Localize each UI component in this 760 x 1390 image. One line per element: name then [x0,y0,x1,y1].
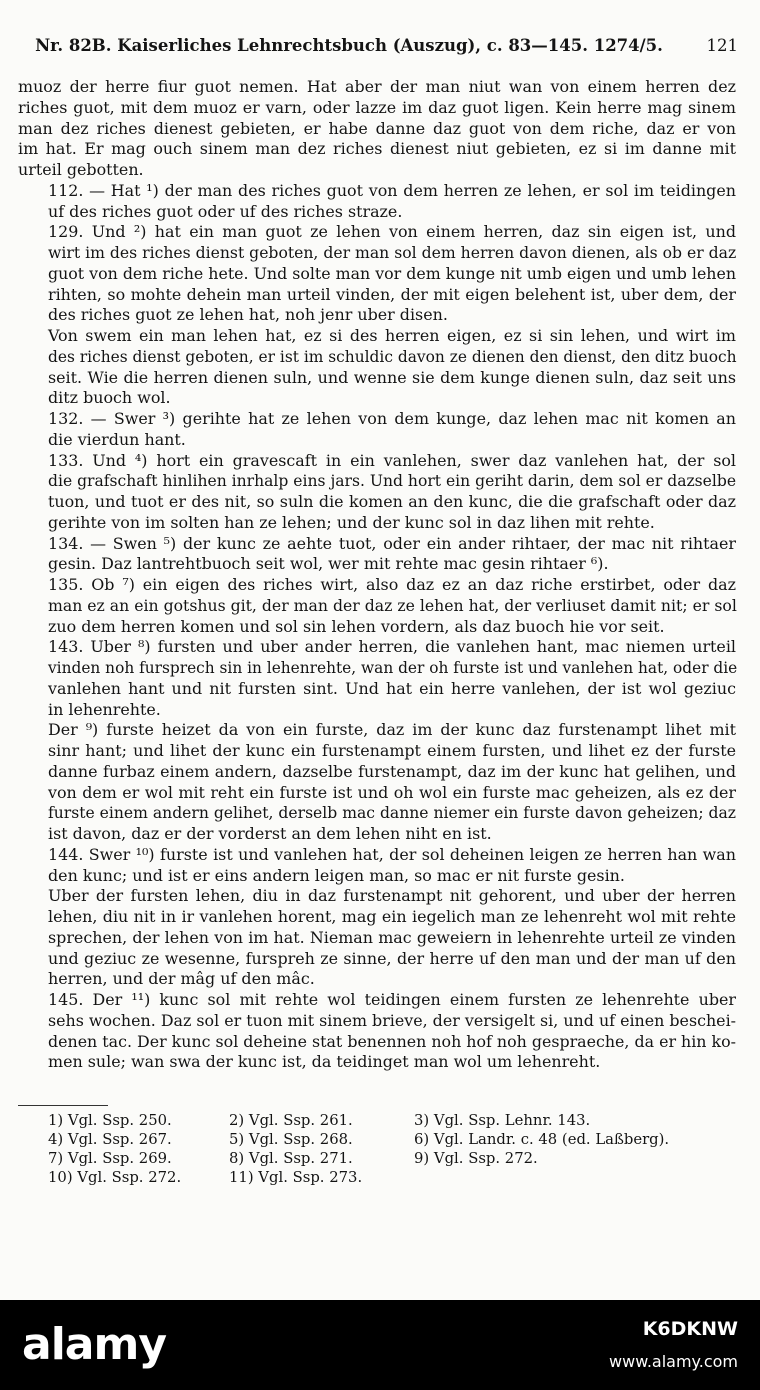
text-line: muoz der herre fiur guot nemen. Hat aber der man niut wan von einem herren dez [18,77,736,96]
text-line: 145. Der ¹¹) kunc sol mit rehte wol teidingen einem fursten ze lehenrehte uber [48,990,736,1009]
text-line: sinr hant; und lihet der kunc ein furstenampt einem fursten, und lihet ez der furste [48,741,736,760]
text-line: im hat. Er mag ouch sinem man dez riches dienest niut gebieten, ez si im danne mit [18,139,736,159]
text-line: denen tac. Der kunc sol deheine stat benennen noh hof noh gespraeche, da er hin ko- [48,1031,736,1051]
text-line: seit. Wie die herren dienen suln, und wenne sie dem kunge dienen suln, daz seit uns [48,367,736,387]
page-number: 121 [706,36,738,55]
text-line: man dez riches dienest gebieten, er habe danne daz guot von dem riche, daz er von [18,118,736,138]
footnote: 5) Vgl. Ssp. 268. [229,1131,353,1148]
text-line: des riches guot ze lehen hat, noh jenr uber disen. [48,305,448,325]
text-line: vanlehen hant und nit fursten sint. Und hat ein herre vanlehen, der ist wol geziuc [48,678,736,698]
footnote: 11) Vgl. Ssp. 273. [229,1169,363,1186]
text-line: lehen, diu nit in ir vanlehen horent, mag ein iegelich man ze lehenreht wol mit rehte [48,907,736,926]
watermark-band [0,1300,760,1390]
footnote: 1) Vgl. Ssp. 250. [48,1112,172,1129]
text-line: 143. Uber ⁸) fursten und uber ander herren, die vanlehen hant, mac niemen urteil [48,637,736,657]
header-title: Nr. 82B. Kaiserliches Lehnrechtsbuch (Auszug), c. 83—145. 1274/5. [35,36,663,55]
footnote: 10) Vgl. Ssp. 272. [48,1169,182,1186]
footnote: 7) Vgl. Ssp. 269. [48,1150,172,1167]
text-line: des riches dienst geboten, er ist im schuldic davon ze dienen den dienst, den ditz buoch [48,347,737,366]
footnote: 4) Vgl. Ssp. 267. [48,1131,172,1148]
text-line: danne furbaz einem andern, dazselbe furstenampt, daz im der kunc hat gelihen, und [48,761,736,781]
paragraph [18,990,736,1073]
text-line: sehs wochen. Daz sol er tuon mit sinem brieve, der versigelt si, und uf einen beschei- [48,1010,736,1030]
footnote-rule [18,1105,108,1106]
footnote: 6) Vgl. Landr. c. 48 (ed. Laßberg). [414,1131,670,1148]
text-line: vinden noh fursprech sin in lehenrehte, wan der oh furste ist und vanlehen hat, oder die [48,659,738,677]
paragraph [18,886,736,990]
text-line: furste einem andern gelihet, derselb mac danne niemer ein furste davon geheizen; daz [48,804,736,823]
watermark-logo: alamy [22,1319,166,1370]
text-line: ist davon, daz er der vorderst an dem lehen niht en ist. [48,824,492,843]
text-line: Der ⁹) furste heizet da von ein furste, daz im der kunc daz furstenampt lihet mit [48,720,736,740]
text-line: gesin. Daz lantrehtbuoch seit wol, wer mit rehte mac gesin rihtaer ⁶). [48,554,609,574]
footnote: 2) Vgl. Ssp. 261. [229,1112,353,1129]
text-line: rihten, so mohte dehein man urteil vinden, der mit eigen belehent ist, uber dem, der [48,284,736,304]
text-line: wirt im des riches dienst geboten, der man sol dem herren davon dienen, als ob er daz [48,243,737,262]
text-line: ditz buoch wol. [48,388,171,408]
text-line: 112. — Hat ¹) der man des riches guot von dem herren ze lehen, er sol im teidingen [48,180,736,200]
text-line: tuon, und tuot er des nit, so suln die komen an den kunc, die die grafschaft oder daz [48,492,736,511]
text-line: man ez an ein gotshus git, der man der daz ze lehen hat, der verliuset damit nit; er sol [48,595,737,615]
paragraph [18,534,736,576]
text-line: 129. Und ²) hat ein man guot ze lehen von einem herren, daz sin eigen ist, und [48,222,736,242]
paragraph [18,845,736,887]
footnote-row [48,1111,708,1130]
text-line: urteil gebotten. [18,160,144,179]
text-line: Von swem ein man lehen hat, ez si des herren eigen, ez si sin lehen, und wirt im [48,326,736,345]
text-line: guot von dem riche hete. Und solte man vor dem kunge nit umb eigen und umb lehen [48,263,736,283]
paragraph [18,181,736,223]
text-line: die vierdun hant. [48,429,186,449]
running-header [18,34,740,58]
text-line: von dem er wol mit reht ein furste ist und oh wol ein furste mac geheizen, als ez der [48,782,736,802]
footnotes [48,1111,708,1187]
paragraph [18,575,736,637]
footnote-row [48,1130,708,1149]
paragraph [18,637,736,720]
watermark-image-id: K6DKNW [642,1318,738,1340]
text-line: 144. Swer ¹⁰) furste ist und vanlehen hat, der sol deheinen leigen ze herren han wan [48,844,736,864]
paragraph [18,409,736,451]
footnote-row [48,1168,708,1187]
paragraph [18,222,736,326]
paragraph [18,451,736,534]
text-line: uf des riches guot oder uf des riches straze. [48,201,403,221]
text-line: Uber der fursten lehen, diu in daz furstenampt nit gehorent, und uber der herren [48,886,736,906]
footnote-row [48,1149,708,1168]
footnote: 9) Vgl. Ssp. 272. [414,1150,538,1167]
text-line: 132. — Swer ³) gerihte hat ze lehen von dem kunge, daz lehen mac nit komen an [48,409,736,428]
text-line: 133. Und ⁴) hort ein gravescaft in ein vanlehen, swer daz vanlehen hat, der sol [48,450,736,470]
body-text [18,77,736,1073]
text-line: 134. — Swen ⁵) der kunc ze aehte tuot, oder ein ander rihtaer, der mac nit rihtaer [48,533,736,553]
text-line: men sule; wan swa der kunc ist, da teidinget man wol um lehenreht. [48,1052,601,1072]
text-line: den kunc; und ist er eins andern leigen man, so mac er nit furste gesin. [48,865,625,885]
text-line: gerihte von im solten han ze lehen; und der kunc sol in daz lihen mit rehte. [48,512,655,532]
text-line: zuo dem herren komen und sol sin lehen vordern, als daz buoch hie vor seit. [48,616,665,636]
paragraph [18,77,736,181]
text-line: 135. Ob ⁷) ein eigen des riches wirt, also daz ez an daz riche erstirbet, oder daz [48,575,736,594]
text-line: sprechen, der lehen von im hat. Nieman mac geweiern in lehenrehte urteil ze vinden [48,927,736,947]
text-line: herren, und der mâg uf den mâc. [48,969,315,989]
paragraph [18,326,736,409]
text-line: und geziuc ze wesenne, furspreh ze sinne, der herre uf den man und der man uf den [48,948,736,968]
watermark-site: www.alamy.com [609,1352,738,1371]
paragraph [18,720,736,845]
footnote: 8) Vgl. Ssp. 271. [229,1150,353,1167]
footnote: 3) Vgl. Ssp. Lehnr. 143. [414,1112,591,1129]
text-line: riches guot, mit dem muoz er varn, oder lazze im daz guot ligen. Kein herre mag sinem [18,97,736,117]
text-line: die grafschaft hinlihen inrhalp eins jars. Und hort ein geriht darin, dem sol er dazselbe [48,472,737,491]
text-line: in lehenrehte. [48,699,161,719]
